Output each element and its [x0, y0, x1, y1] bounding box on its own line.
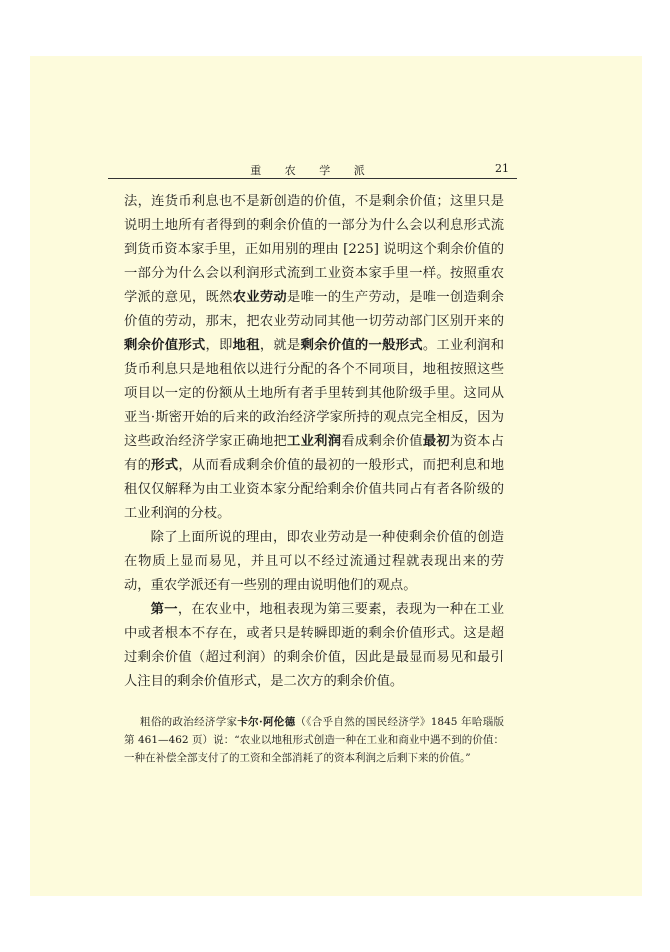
text-run: 粗俗的政治经济学家 — [139, 716, 238, 728]
text-run: ，就是 — [259, 338, 301, 353]
running-header — [108, 158, 517, 179]
text-run: （《合乎自然的国民经济学》1845 年哈瑙版第 461—462 页）说：“农业以地租形式创造一种在工业和商业中遇不到的价值：一种在补偿全部支付了的工资和全部消耗了的资本利润之后剩下来的价值。” — [124, 716, 505, 764]
text-run: 除了上面所说的理由，即农业劳动是一种使剩余价值的创造在物质上显而易见，并且可以不经过流通过程就表现出来的劳动，重农学派还有一些别的理由说明他们的观点。 — [124, 530, 504, 593]
text-run: 法，连货币利息也不是新创造的价值，不是剩余价值；这里只是说明土地所有者得到的剩余价值的一部分为什么会以利息形式流到货币资本家手里，正如用别的理由 [225] 说明这个剩余价值的一部分为什么会以利润形式流到工业资本家手里一样。按照重农学派的意见，既然 — [124, 194, 504, 305]
emphasized-text: 农业劳动 — [232, 290, 287, 305]
paragraph — [124, 598, 504, 694]
running-title: 重 农 学 派 — [250, 164, 375, 177]
text-run: 是唯一的生产劳动，是唯一创造剩余价值的劳动，那末，把农业劳动同其他一切劳动部门区别开来的 — [124, 290, 505, 329]
text-run: 看成剩余价值 — [341, 434, 423, 449]
text-run: 。工业利润和货币利息只是地租依以进行分配的各个不同项目，地租按照这些项目以一定的份额从土地所有者手里转到其他阶级手里。这同从亚当·斯密开始的后来的政治经济学家所持的观点完全相反，因为这些政治经济学家正确地把 — [124, 338, 505, 449]
paragraph — [124, 526, 504, 598]
emphasized-text: 剩余价值的一般形式 — [300, 338, 423, 353]
emphasized-text: 剩余价值形式 — [124, 338, 206, 353]
emphasized-text: 工业利润 — [286, 434, 342, 449]
main-text — [124, 190, 504, 694]
emphasized-text: 卡尔·阿伦德 — [237, 716, 296, 728]
emphasized-text: 最初 — [422, 434, 450, 449]
emphasized-text: 地租 — [232, 338, 260, 353]
paragraph — [124, 190, 504, 526]
footnote — [124, 713, 504, 767]
emphasized-text: 第一 — [150, 602, 178, 617]
emphasized-text: 形式 — [151, 458, 179, 473]
text-run: 为资本占有的 — [124, 434, 505, 473]
text-run: ，即 — [205, 338, 233, 353]
footnote-text — [124, 716, 504, 764]
text-run: ，在农业中，地租表现为第三要素，表现为一种在工业中或者根本不存在，或者只是转瞬即逝的剩余价值形式。这是超过剩余价值（超过利润）的剩余价值，因此是最显而易见和最引人注目的剩余价值形式，是二次方的剩余价值。 — [124, 602, 505, 689]
page-number: 21 — [495, 162, 509, 175]
text-run: ，从而看成剩余价值的最初的一般形式，而把利息和地租仅仅解释为由工业资本家分配给剩余价值共同占有者各阶级的工业利润的分枝。 — [124, 458, 505, 521]
